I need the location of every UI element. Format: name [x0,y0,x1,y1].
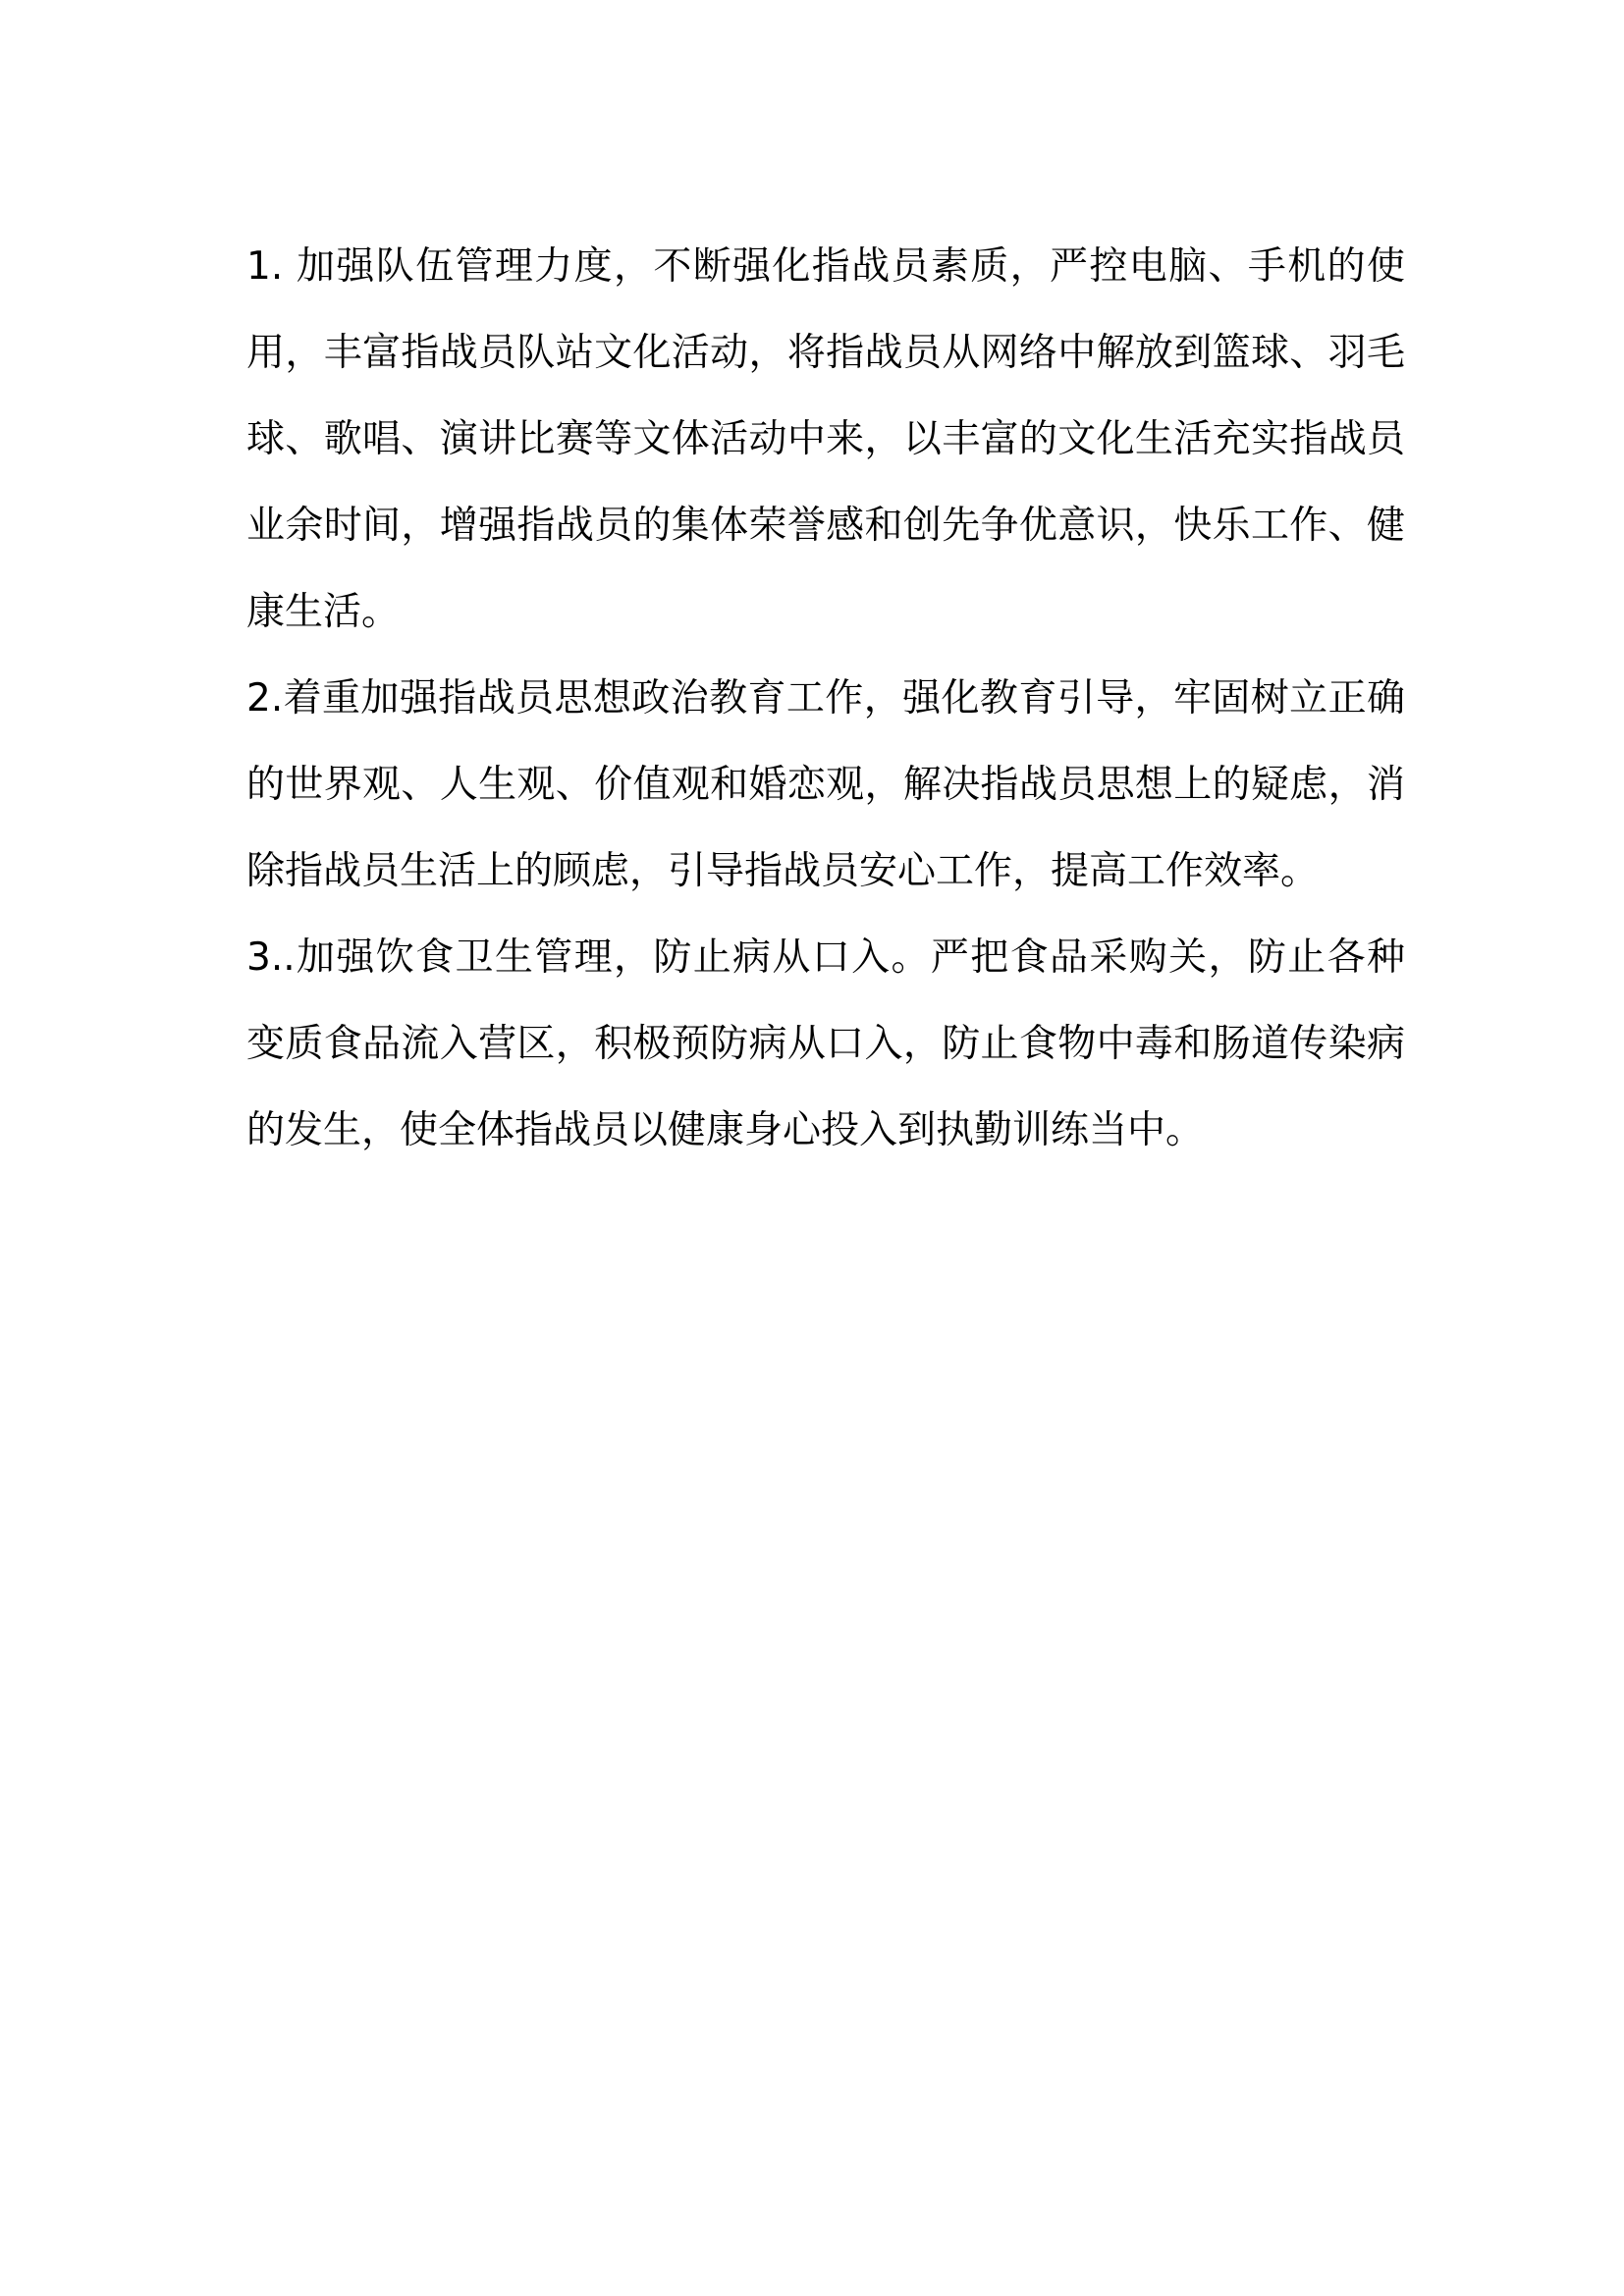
paragraph-2: 2.着重加强指战员思想政治教育工作，强化教育引导，牢固树立正确的世界观、人生观、价值观和婚恋观，解决指战员思想上的疑虑，消除指战员生活上的顾虑，引导指战员安心工作，提高工作效率。 [246,676,1405,893]
paragraph-1: 1. 加强队伍管理力度，不断强化指战员素质，严控电脑、手机的使用，丰富指战员队站文化活动，将指战员从网络中解放到篮球、羽毛球、歌唱、演讲比赛等文体活动中来，以丰富的文化生活充实指战员业余时间，增强指战员的集体荣誉感和创先争优意识，快乐工作、健康生活。 [246,244,1405,634]
document-body [246,224,1405,1174]
paragraph-3: 3..加强饮食卫生管理，防止病从口入。严把食品采购关，防止各种变质食品流入营区，积极预防病从口入，防止食物中毒和肠道传染病的发生，使全体指战员以健康身心投入到执勤训练当中。 [246,935,1405,1152]
